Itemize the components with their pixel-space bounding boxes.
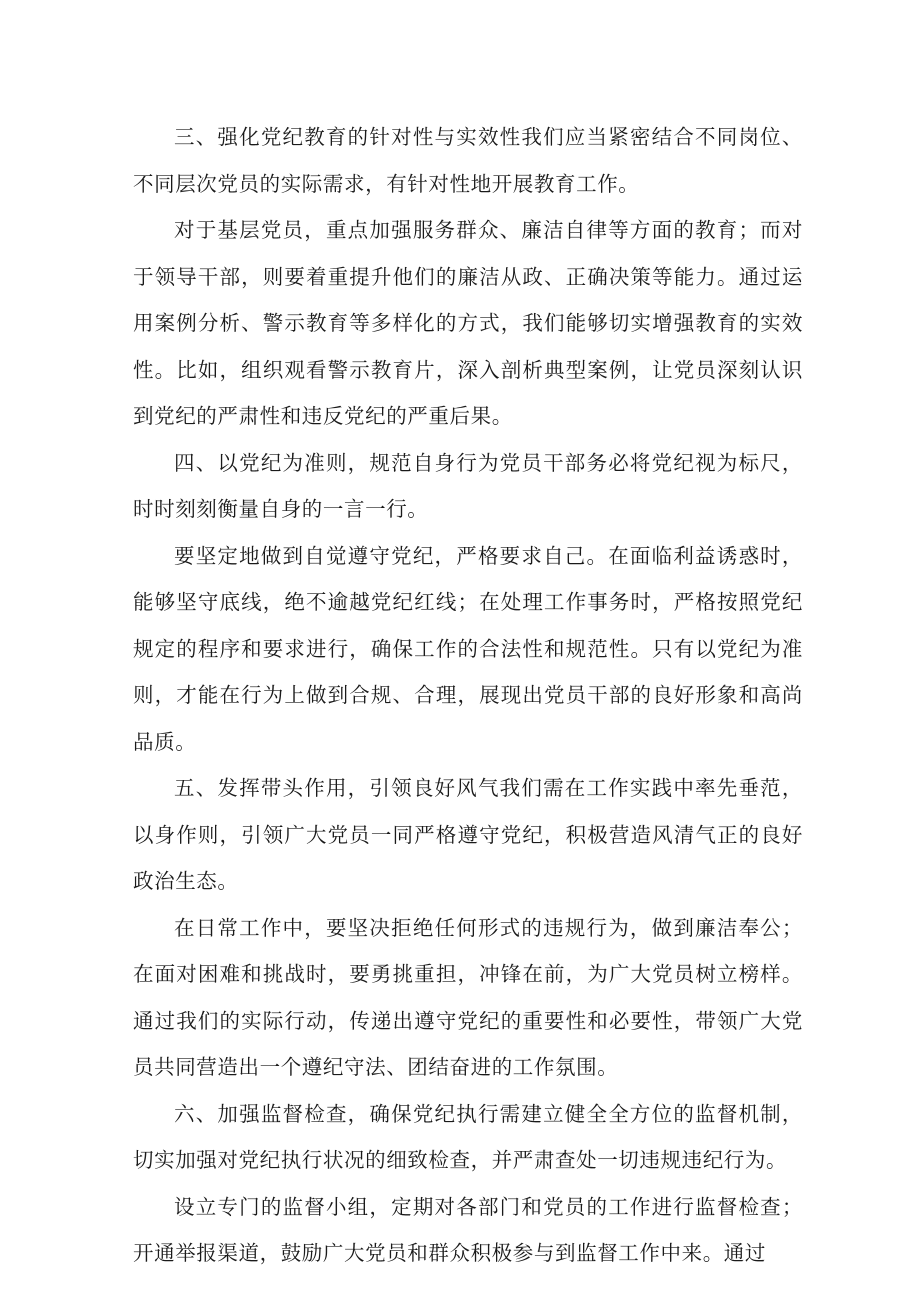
section-six-heading-paragraph: 六、加强监督检查，确保党纪执行需建立健全全方位的监督机制，切实加强对党纪执行状况的细致检查，并严肃查处一切违规违纪行为。	[133, 1101, 803, 1172]
document-body	[133, 114, 803, 1277]
body-paragraph: 要坚定地做到自觉遵守党纪，严格要求自己。在面临利益诱惑时，能够坚守底线，绝不逾越党纪红线；在处理工作事务时，严格按照党纪规定的程序和要求进行，确保工作的合法性和规范性。只有以党纪为准则，才能在行为上做到合规、合理，展现出党员干部的良好形象和高尚品质。	[133, 543, 803, 754]
body-paragraph: 设立专门的监督小组，定期对各部门和党员的工作进行监督检查；开通举报渠道，鼓励广大党员和群众积极参与到监督工作中来。通过	[133, 1194, 803, 1265]
body-paragraph: 对于基层党员，重点加强服务群众、廉洁自律等方面的教育；而对于领导干部，则要着重提升他们的廉洁从政、正确决策等能力。通过运用案例分析、警示教育等多样化的方式，我们能够切实增强教育的实效性。比如，组织观看警示教育片，深入剖析典型案例，让党员深刻认识到党纪的严肃性和违反党纪的严重后果。	[133, 218, 803, 428]
section-five-heading-paragraph: 五、发挥带头作用，引领良好风气我们需在工作实践中率先垂范，以身作则，引领广大党员一同严格遵守党纪，积极营造风清气正的良好政治生态。	[133, 776, 803, 893]
section-four-heading-paragraph: 四、以党纪为准则，规范自身行为党员干部务必将党纪视为标尺，时时刻刻衡量自身的一言一行。	[133, 450, 803, 521]
section-three-heading-paragraph: 三、强化党纪教育的针对性与实效性我们应当紧密结合不同岗位、不同层次党员的实际需求，有针对性地开展教育工作。	[133, 125, 803, 196]
body-paragraph: 在日常工作中，要坚决拒绝任何形式的违规行为，做到廉洁奉公；在面对困难和挑战时，要勇挑重担，冲锋在前，为广大党员树立榜样。通过我们的实际行动，传递出遵守党纪的重要性和必要性，带领广大党员共同营造出一个遵纪守法、团结奋进的工作氛围。	[133, 915, 803, 1079]
